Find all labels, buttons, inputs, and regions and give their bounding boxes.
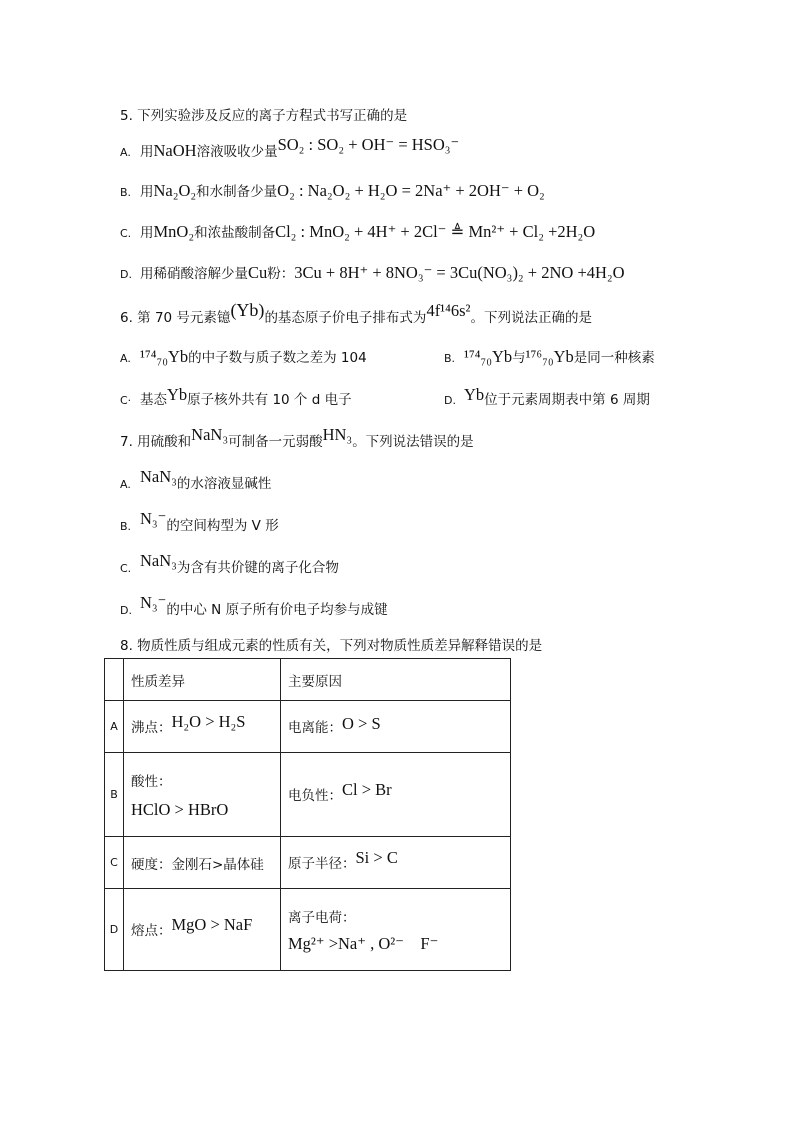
formula: O₂ : Na₂O₂ + H₂O = 2Na⁺ + 2OH⁻ + O₂ <box>277 181 545 200</box>
option-text: 和水制备少量 <box>196 184 278 200</box>
formula: Mg²⁺ >Na⁺ , O²⁻ F⁻ <box>288 933 439 953</box>
q5-option-c[interactable] <box>120 221 595 242</box>
option-label: C. <box>120 562 132 575</box>
q6-option-d[interactable] <box>444 385 650 409</box>
row-id: C <box>105 837 124 889</box>
table-header-cell: 性质差异 <box>124 659 281 701</box>
q7-option-c[interactable] <box>120 551 339 577</box>
formula: ¹⁷⁶₇₀Yb <box>525 347 574 366</box>
formula: ¹⁷⁴₇₀Yb <box>464 347 513 366</box>
formula: ¹⁷⁴₇₀Yb <box>140 347 189 366</box>
formula: HClO > HBrO <box>131 799 229 819</box>
formula: Si > C <box>355 848 398 867</box>
row-id: B <box>105 753 124 837</box>
option-text: 的水溶液显碱性 <box>176 476 272 492</box>
table-row[interactable] <box>105 889 511 971</box>
option-text: 是同一种核素 <box>573 350 655 366</box>
stem-text: 的基态原子价电子排布式为 <box>264 310 427 326</box>
option-text: 用稀硝酸溶解少量 <box>140 266 248 282</box>
formula: NaN₃ <box>140 551 177 570</box>
q6-option-a[interactable] <box>120 346 367 367</box>
cell-text: 原子半径： <box>288 856 356 872</box>
q6-option-c[interactable] <box>120 385 352 409</box>
property-cell <box>124 837 281 889</box>
option-text: 基态 <box>140 392 167 408</box>
formula: N₃⁻ <box>140 509 167 528</box>
question-6-stem <box>120 300 592 327</box>
formula: NaOH <box>153 141 197 160</box>
reason-cell <box>281 701 511 753</box>
q7-option-a[interactable] <box>120 467 272 493</box>
option-text: 粉： <box>267 266 295 282</box>
question-8-stem: 8. 物质性质与组成元素的性质有关，下列对物质性质差异解释错误的是 <box>120 638 543 654</box>
option-text: 为含有共价键的离子化合物 <box>176 560 339 576</box>
option-label: C. <box>120 227 132 240</box>
option-label: A. <box>120 146 131 159</box>
row-id: D <box>105 889 124 971</box>
reason-cell <box>281 889 511 971</box>
option-label: B. <box>444 352 456 365</box>
formula: SO₂ : SO₂ + OH⁻ = HSO₃⁻ <box>277 135 460 154</box>
formula: Cl > Br <box>342 780 392 799</box>
cell-text: 沸点： <box>131 720 172 736</box>
option-text: 原子核外共有 10 个 d 电子 <box>187 392 352 408</box>
table-row[interactable] <box>105 701 511 753</box>
table-header-row <box>105 659 511 701</box>
formula: 3Cu + 8H⁺ + 8NO₃⁻ = 3Cu(NO₃)₂ + 2NO +4H₂O <box>294 263 625 282</box>
stem-text: 。下列说法错误的是 <box>352 434 474 450</box>
formula: Yb <box>464 385 485 404</box>
comparison-table <box>104 658 511 971</box>
property-cell <box>124 753 281 837</box>
question-7-stem <box>120 425 474 451</box>
cell-text: 电离能： <box>288 720 342 736</box>
formula: N₃⁻ <box>140 593 167 612</box>
formula: HN₃ <box>322 425 353 444</box>
stem-text: 6. 第 70 号元素镱 <box>120 310 231 326</box>
option-label: C· <box>120 394 132 407</box>
option-text: 用 <box>140 144 154 160</box>
stem-text: 可制备一元弱酸 <box>228 434 323 450</box>
cell-text: 离子电荷： <box>288 909 356 926</box>
cell-text: 熔点： <box>131 923 172 939</box>
formula: NaN₃ <box>140 467 177 486</box>
q7-option-d[interactable] <box>120 593 388 619</box>
question-5-stem: 5. 下列实验涉及反应的离子方程式书写正确的是 <box>120 108 408 124</box>
cell-text: 硬度：金刚石>晶体硅 <box>131 856 264 873</box>
option-text: 和浓盐酸制备 <box>194 225 276 241</box>
table-header-cell: 主要原因 <box>281 659 511 701</box>
option-text: 的中心 N 原子所有价电子均参与成键 <box>166 602 388 618</box>
stem-text: 。下列说法正确的是 <box>470 310 592 326</box>
property-cell <box>124 701 281 753</box>
reason-cell <box>281 837 511 889</box>
stem-text: 7. 用硫酸和 <box>120 434 192 450</box>
row-id: A <box>105 701 124 753</box>
table-row[interactable] <box>105 753 511 837</box>
formula: O > S <box>342 714 381 733</box>
option-text: 位于元素周期表中第 6 周期 <box>484 392 650 408</box>
option-label: A. <box>120 352 131 365</box>
cell-text: 酸性： <box>131 773 172 790</box>
formula: Cu <box>248 263 268 282</box>
formula: MgO > NaF <box>171 915 253 934</box>
q5-option-d[interactable] <box>120 262 625 283</box>
q6-option-b[interactable] <box>444 346 655 367</box>
formula: Cl₂ : MnO₂ + 4H⁺ + 2Cl⁻ ≜ Mn²⁺ + Cl₂ +2H₂O <box>275 222 596 241</box>
option-text: 溶液吸收少量 <box>196 144 278 160</box>
option-text: 用 <box>140 184 154 200</box>
formula: Na₂O₂ <box>153 181 197 200</box>
option-text: 用 <box>140 225 154 241</box>
formula: 4f¹⁴6s² <box>426 301 471 320</box>
q7-option-b[interactable] <box>120 509 279 535</box>
q5-option-a[interactable] <box>120 135 460 161</box>
option-label: B. <box>120 186 132 199</box>
option-text: 的空间构型为 V 形 <box>166 518 279 534</box>
formula: NaN₃ <box>191 425 229 444</box>
formula: MnO₂ <box>153 222 195 241</box>
option-label: D. <box>444 394 456 407</box>
table-cell <box>105 659 124 701</box>
cell-text: 电负性： <box>288 788 342 804</box>
table-row[interactable] <box>105 837 511 889</box>
formula: H₂O > H₂S <box>171 712 246 731</box>
option-label: D. <box>120 268 132 281</box>
option-text: 的中子数与质子数之差为 104 <box>188 350 367 366</box>
q5-option-b[interactable] <box>120 180 545 201</box>
property-cell <box>124 889 281 971</box>
option-label: D. <box>120 604 132 617</box>
formula: (Yb) <box>230 300 265 320</box>
reason-cell <box>281 753 511 837</box>
option-text: 与 <box>512 350 526 366</box>
formula: Yb <box>167 385 188 404</box>
option-label: B. <box>120 520 132 533</box>
option-label: A. <box>120 478 131 491</box>
